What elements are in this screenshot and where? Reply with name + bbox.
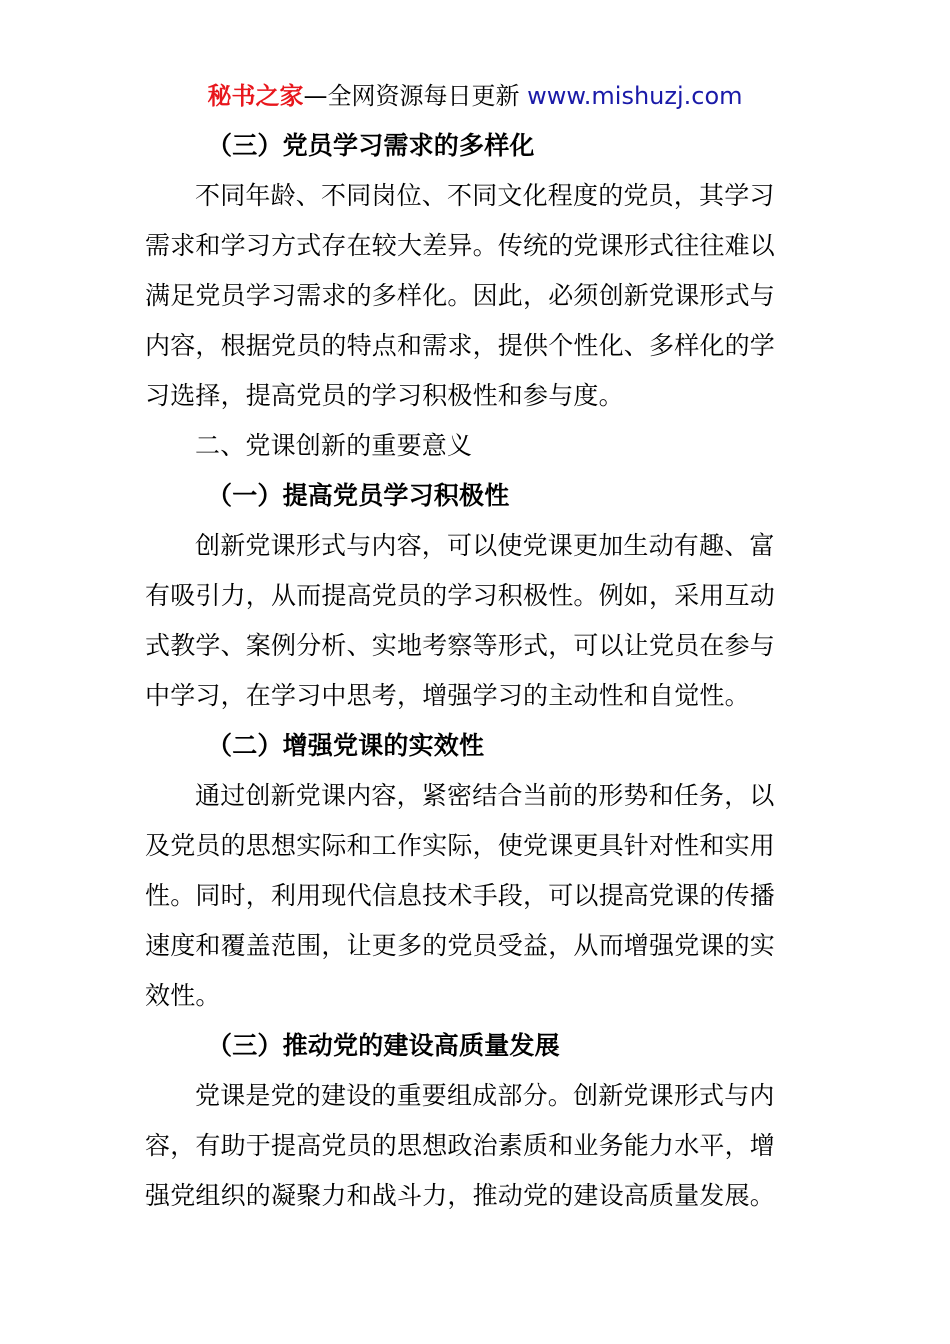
paragraph-line: 中学习，在学习中思考，增强学习的主动性和自觉性。 <box>145 681 750 710</box>
paragraph-line: 不同年龄、不同岗位、不同文化程度的党员，其学习 <box>195 181 775 210</box>
chapter-heading: 二、党课创新的重要意义 <box>195 431 473 460</box>
paragraph-line: 创新党课形式与内容，可以使党课更加生动有趣、富 <box>195 531 775 560</box>
paragraph-line: 内容，根据党员的特点和需求，提供个性化、多样化的学 <box>145 331 776 360</box>
paragraph-line: 党课是党的建设的重要组成部分。创新党课形式与内 <box>195 1081 775 1110</box>
paragraph-line: 强党组织的凝聚力和战斗力，推动党的建设高质量发展。 <box>145 1181 776 1210</box>
paragraph-line: 通过创新党课内容，紧密结合当前的形势和任务，以 <box>195 781 775 810</box>
paragraph-line: 容，有助于提高党员的思想政治素质和业务能力水平，增 <box>145 1131 776 1160</box>
paragraph-line: 满足党员学习需求的多样化。因此，必须创新党课形式与 <box>145 281 776 310</box>
paragraph-line: 及党员的思想实际和工作实际，使党课更具针对性和实用 <box>145 831 776 860</box>
paragraph-line: 式教学、案例分析、实地考察等形式，可以让党员在参与 <box>145 631 776 660</box>
section-heading: （三）推动党的建设高质量发展 <box>207 1031 560 1060</box>
site-url-link[interactable]: www.mishuzj.com <box>527 82 743 110</box>
paragraph-line: 有吸引力，从而提高党员的学习积极性。例如，采用互动 <box>145 581 776 610</box>
brand-name: 秘书之家 <box>207 82 304 110</box>
section-heading: （二）增强党课的实效性 <box>207 731 485 760</box>
paragraph-line: 效性。 <box>145 981 221 1010</box>
site-header <box>0 80 950 112</box>
paragraph-line: 习选择，提高党员的学习积极性和参与度。 <box>145 381 624 410</box>
paragraph-line: 性。同时，利用现代信息技术手段，可以提高党课的传播 <box>145 881 776 910</box>
section-heading: （三）党员学习需求的多样化 <box>207 131 535 160</box>
document-body <box>145 121 809 1221</box>
section-heading: （一）提高党员学习积极性 <box>207 481 510 510</box>
paragraph-line: 速度和覆盖范围，让更多的党员受益，从而增强党课的实 <box>145 931 776 960</box>
header-tagline: —全网资源每日更新 <box>303 82 528 110</box>
paragraph-line: 需求和学习方式存在较大差异。传统的党课形式往往难以 <box>145 231 776 260</box>
